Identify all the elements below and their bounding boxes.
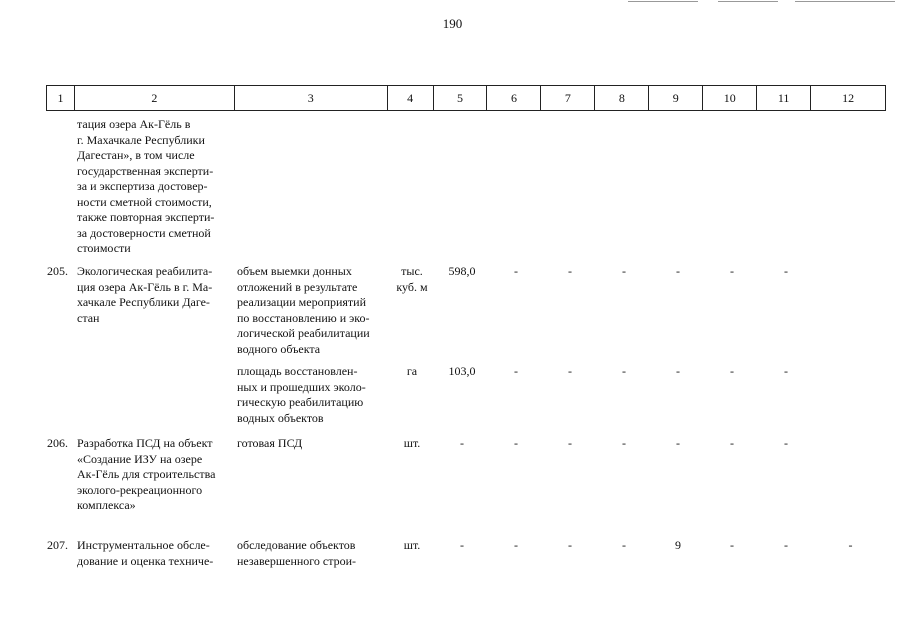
unit-line: куб. м [396, 279, 428, 294]
value-col-6: - [514, 436, 518, 450]
value-col-5: - [460, 436, 464, 450]
value-col-9: 9 [675, 538, 681, 552]
row-206-description [77, 436, 237, 514]
value-col-7: - [568, 538, 572, 552]
value-col-11: - [784, 538, 788, 552]
value-col-7: - [568, 364, 572, 378]
row-205-indicator-1-unit [389, 264, 435, 295]
description-line: хачкале Республики Даге- [77, 295, 210, 309]
column-header-4: 4 [388, 86, 434, 110]
description-line: Инструментальное обсле- [77, 538, 210, 552]
value-col-8: - [622, 538, 626, 552]
row-205-indicator-2-unit [389, 364, 435, 380]
value-col-11: - [784, 364, 788, 378]
row-205-description [77, 264, 237, 326]
unit-line: тыс. [401, 264, 423, 278]
page-number: 190 [442, 16, 463, 31]
indicator-line: логической реабилитации [237, 326, 370, 340]
row-205-indicator-1-name [237, 264, 389, 357]
value-col-9: - [676, 264, 680, 278]
indicator-line: по восстановлению и эко- [237, 310, 370, 325]
indicator-line: готовая ПСД [237, 436, 303, 450]
description-line: г. Махачкале Республики [77, 132, 205, 147]
value-col-7: - [568, 264, 572, 278]
value-col-5: 598,0 [448, 264, 476, 278]
value-col-11: - [784, 436, 788, 450]
description-line: ности сметной стоимости, [77, 194, 212, 209]
description-line: за достоверности сметной [77, 225, 211, 240]
row-number-207: 207. [47, 538, 68, 552]
indicator-line: объем выемки донных [237, 264, 352, 278]
indicator-line: реализации мероприятий [237, 295, 367, 309]
row-207-description [77, 538, 237, 569]
description-line: стоимости [77, 241, 131, 255]
row-number-205: 205. [47, 264, 68, 278]
row-206-indicator-unit [389, 436, 435, 452]
row-205-indicator-2-name [237, 364, 387, 426]
value-col-6: - [514, 364, 518, 378]
column-header-6: 6 [487, 86, 541, 110]
column-header-10: 10 [703, 86, 757, 110]
value-col-5: 103,0 [448, 364, 476, 378]
value-col-11: - [784, 264, 788, 278]
column-header-8: 8 [595, 86, 649, 110]
column-header-1: 1 [47, 86, 75, 110]
description-line: эколого-рекреационного [77, 482, 203, 497]
scan-artifact-line [718, 1, 778, 2]
value-col-10: - [730, 538, 734, 552]
continuation-description [77, 117, 232, 257]
description-line: за и экспертиза достовер- [77, 179, 208, 193]
value-col-9: - [676, 364, 680, 378]
description-line: Экологическая реабилита- [77, 264, 213, 278]
row-number-206: 206. [47, 436, 68, 450]
description-line: стан [77, 310, 100, 325]
value-col-6: - [514, 538, 518, 552]
indicator-line: ных и прошедших эколо- [237, 379, 366, 394]
value-col-9: - [676, 436, 680, 450]
column-header-5: 5 [434, 86, 488, 110]
indicator-line: водного объекта [237, 341, 321, 356]
description-line: государственная эксперти- [77, 163, 214, 178]
description-line: Ак-Гёль для строительства [77, 467, 216, 481]
description-line: «Создание ИЗУ на озере [77, 451, 203, 466]
description-line: Дагестан», в том числе [77, 148, 195, 162]
description-line: также повторная эксперти- [77, 210, 215, 224]
column-header-9: 9 [649, 86, 703, 110]
description-line: тация озера Ак-Гёль в [77, 117, 191, 131]
column-header-7: 7 [541, 86, 595, 110]
unit-line: га [406, 364, 418, 378]
value-col-10: - [730, 364, 734, 378]
indicator-line: водных объектов [237, 410, 324, 425]
column-header-12: 12 [811, 86, 886, 110]
value-col-12: - [848, 538, 853, 552]
row-207-indicator-unit [389, 538, 435, 554]
indicator-line: площадь восстановлен- [237, 364, 358, 378]
value-col-5: - [460, 538, 464, 552]
scan-artifact-line [795, 1, 895, 2]
value-col-8: - [622, 436, 626, 450]
scan-artifact-line [628, 1, 698, 2]
value-col-6: - [514, 264, 518, 278]
column-header-3: 3 [235, 86, 388, 110]
row-207-indicator-name [237, 538, 387, 569]
indicator-line: отложений в результате [237, 279, 358, 294]
column-header-11: 11 [757, 86, 811, 110]
unit-line: шт. [403, 436, 421, 450]
value-col-8: - [622, 264, 626, 278]
row-206-indicator-name [237, 436, 387, 452]
value-col-7: - [568, 436, 572, 450]
indicator-line: незавершенного строи- [237, 553, 357, 568]
indicator-line: гическую реабилитацию [237, 395, 364, 409]
indicator-line: обследование объектов [237, 538, 356, 552]
description-line: Разработка ПСД на объект [77, 436, 213, 450]
description-line: ция озера Ак-Гёль в г. Ма- [77, 279, 213, 294]
table-header-row [46, 85, 886, 111]
value-col-8: - [622, 364, 626, 378]
description-line: дование и оценка техниче- [77, 553, 214, 568]
column-header-2: 2 [75, 86, 235, 110]
value-col-10: - [730, 264, 734, 278]
value-col-10: - [730, 436, 734, 450]
description-line: комплекса» [77, 498, 136, 512]
unit-line: шт. [403, 538, 421, 552]
